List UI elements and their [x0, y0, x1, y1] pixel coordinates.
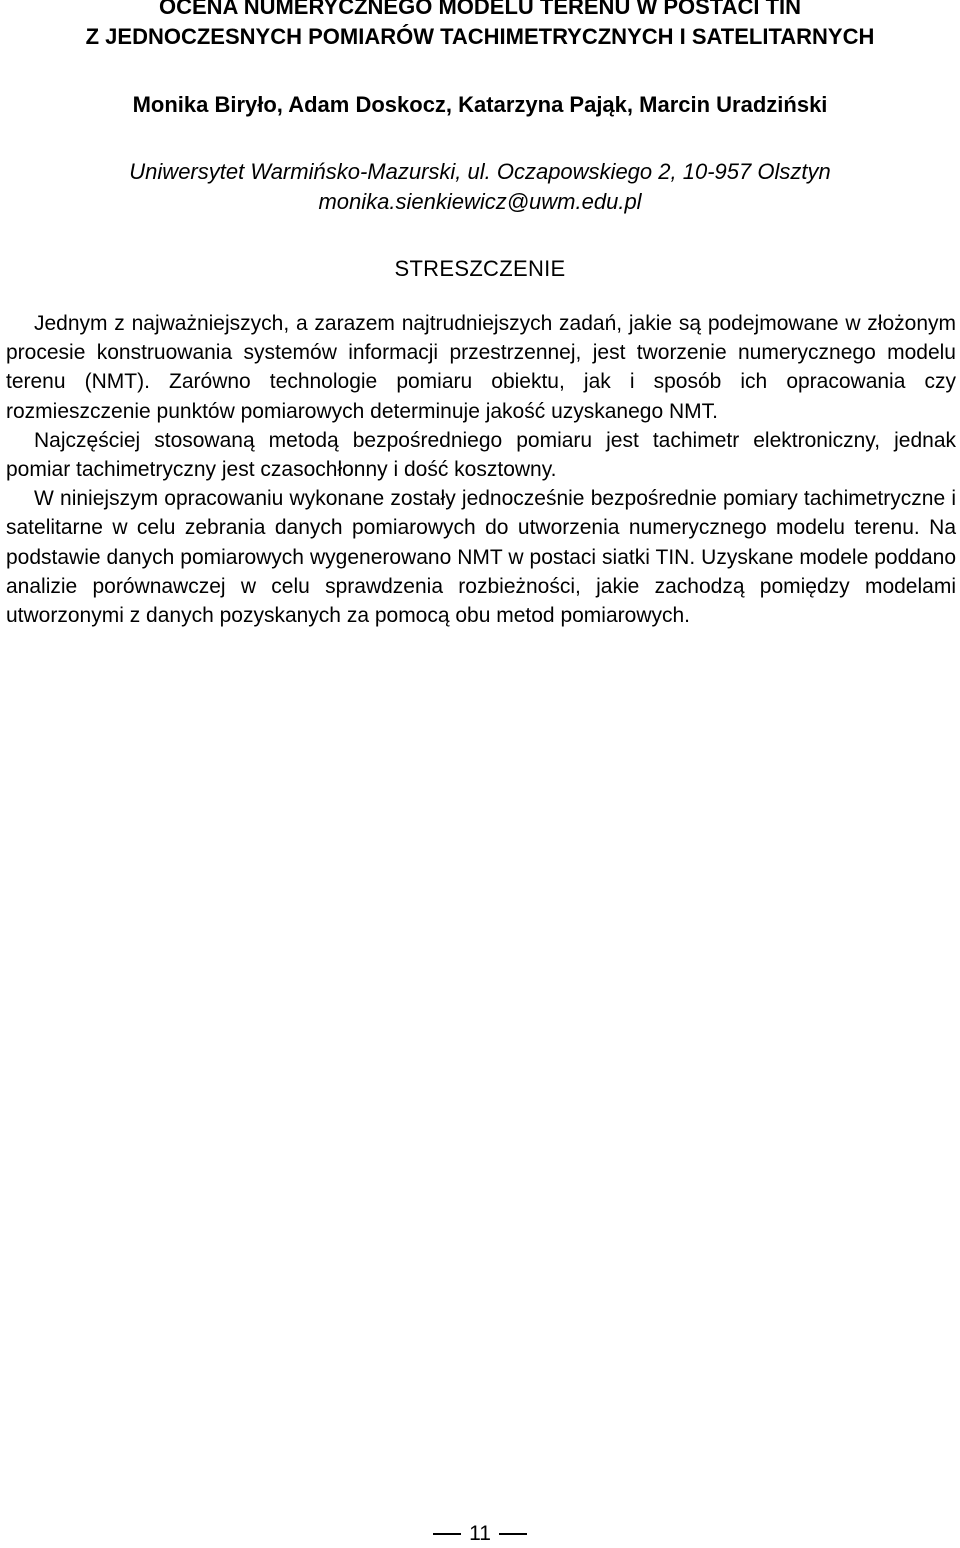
footer-rule-right: [499, 1533, 527, 1535]
title-line-1: OCENA NUMERYCZNEGO MODELU TERENU W POSTACI TIN: [158, 0, 802, 19]
affiliation-address: Uniwersytet Warmińsko-Mazurski, ul. Oczapowskiego 2, 10-957 Olsztyn: [129, 159, 831, 184]
affiliation-block: [0, 157, 960, 217]
abstract-paragraph-1: Jednym z najważniejszych, a zarazem najtrudniejszych zadań, jakie są podejmowane w złożonym procesie konstruowania systemów informacji przestrzennej, jest tworzenie numerycznego modelu terenu (NMT). Zarówno technologie pomiaru obiektu, jak i sposób ich opracowania czy rozmieszczenie punktów pomiarowych determinuje jakość uzyskanego NMT.: [6, 312, 956, 423]
author-list: Monika Biryło, Adam Doskocz, Katarzyna Pająk, Marcin Uradziński: [132, 92, 828, 117]
abstract-body: [6, 309, 956, 630]
contact-email: monika.sienkiewicz@uwm.edu.pl: [318, 189, 642, 214]
abstract-paragraph-3: W niniejszym opracowaniu wykonane zostały jednocześnie bezpośrednie pomiary tachimetryczne i satelitarne w celu zebrania danych pomiarowych do utworzenia numerycznego modelu terenu. Na podstawie danych pomiarowych wygenerowano NMT w postaci siatki TIN. Uzyskane modele poddano analizie porównawczej w celu sprawdzenia rozbieżności, jakie zachodzą pomiędzy modelami utworzonymi z danych pozyskanych za pomocą obu metod pomiarowych.: [6, 487, 956, 628]
footer-rule-left: [433, 1533, 461, 1535]
page-number: 11: [469, 1522, 491, 1545]
page-footer: [0, 1520, 960, 1548]
paper-title: [0, 0, 960, 52]
abstract-heading: STRESZCZENIE: [394, 256, 566, 281]
title-line-2: Z JEDNOCZESNYCH POMIARÓW TACHIMETRYCZNYCH I SATELITARNYCH: [85, 24, 875, 49]
abstract-paragraph-2: Najczęściej stosowaną metodą bezpośredniego pomiaru jest tachimetr elektroniczny, jednak pomiar tachimetryczny jest czasochłonny i dość kosztowny.: [6, 428, 956, 482]
